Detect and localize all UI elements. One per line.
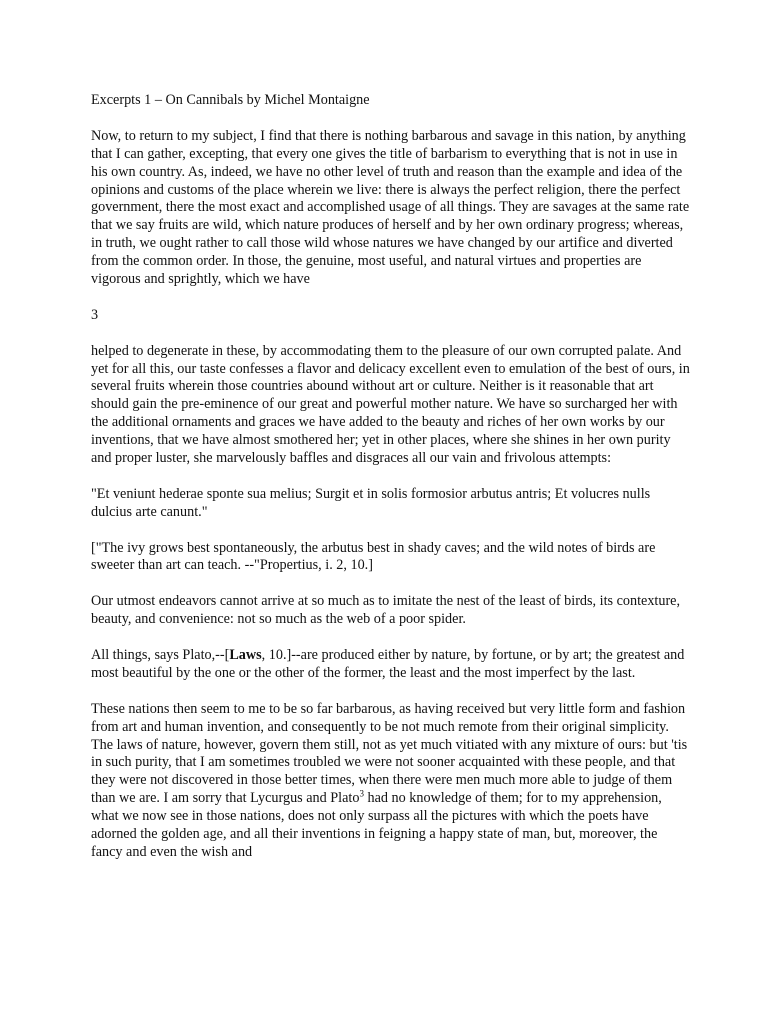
- paragraph-2: helped to degenerate in these, by accommodating them to the pleasure of our own corrupted palate. And yet for all this, our taste confesses a flavor and delicacy excellent even to emulation of the best of ours, in several fruits wherein those countries abound without art or culture. Neither is it reasonable that art should gain the pre-eminence of our great and powerful mother nature. We have so surcharged her with the additional ornaments and graces we have added to the beauty and riches of her own works by our inventions, that we have almost smothered her; yet in other places, where she shines in her own purity and proper luster, she marvelously baffles and disgraces all our vain and frivolous attempts:: [91, 342, 690, 467]
- paragraph-5: Our utmost endeavors cannot arrive at so much as to imitate the nest of the least of birds, its contexture, beauty, and convenience: not so much as the web of a poor spider.: [91, 593, 681, 628]
- paragraph-7-start: These nations then seem to me to be so far barbarous, as having received but very little form and fashion from art and human invention, and consequently to be not much remote from their original simplicity. The laws of nature, however, govern them still, not as yet much vitiated with any mixture of ours: but 'tis in such purity, that I am sometimes troubled we were not sooner acquainted with these people, and that they were not discovered in those better times, when there were men much more able to judge of them than we are. I am sorry that Lycurgus and Plato: [91, 700, 688, 807]
- page-number: 3: [91, 306, 99, 323]
- paragraph-7-end: had no knowledge of them; for to my apprehension, what we now see in those nations, does not only surpass all the pictures with which the poets have adorned the golden age, and all their inventions in feigning a happy state of man, but, moreover, the fancy and even the wish and: [91, 790, 662, 860]
- paragraph-1: Now, to return to my subject, I find that there is nothing barbarous and savage in this nation, by anything that I can gather, excepting, that every one gives the title of barbarism to everything that is not in use in his own country. As, indeed, we have no other level of truth and reason than the example and idea of the opinions and customs of the place wherein we live: there is always the perfect religion, there the perfect government, there the most exact and accomplished usage of all things. They are savages at the same rate that we say fruits are wild, which nature produces of herself and by her own ordinary progress; whereas, in truth, we ought rather to call those wild whose natures we have changed by our artifice and diverted from the common order. In those, the genuine, most useful, and natural virtues and properties are vigorous and sprightly, which we have: [91, 127, 690, 288]
- latin-quotation: "Et veniunt hederae sponte sua melius; Surgit et in solis formosior arbutus antris; Et volucres nulls dulcius arte canunt.": [91, 485, 651, 520]
- document-title: Excerpts 1 – On Cannibals by Michel Montaigne: [91, 92, 370, 108]
- paragraph-6: [91, 647, 691, 683]
- document-page: [91, 92, 691, 880]
- paragraph-6-end: , 10.]--are produced either by nature, by fortune, or by art; the greatest and most beautiful by the one or the other of the former, the least and the most imperfect by the last.: [91, 646, 685, 681]
- footnote-marker: 3: [359, 788, 364, 799]
- translation-note: ["The ivy grows best spontaneously, the arbutus best in shady caves; and the wild notes of birds are sweeter than art can teach. --"Propertius, i. 2, 10.]: [91, 539, 656, 574]
- paragraph-7: [91, 701, 691, 862]
- paragraph-6-start: All things, says Plato,--[: [91, 646, 230, 663]
- laws-reference: Laws: [229, 646, 262, 663]
